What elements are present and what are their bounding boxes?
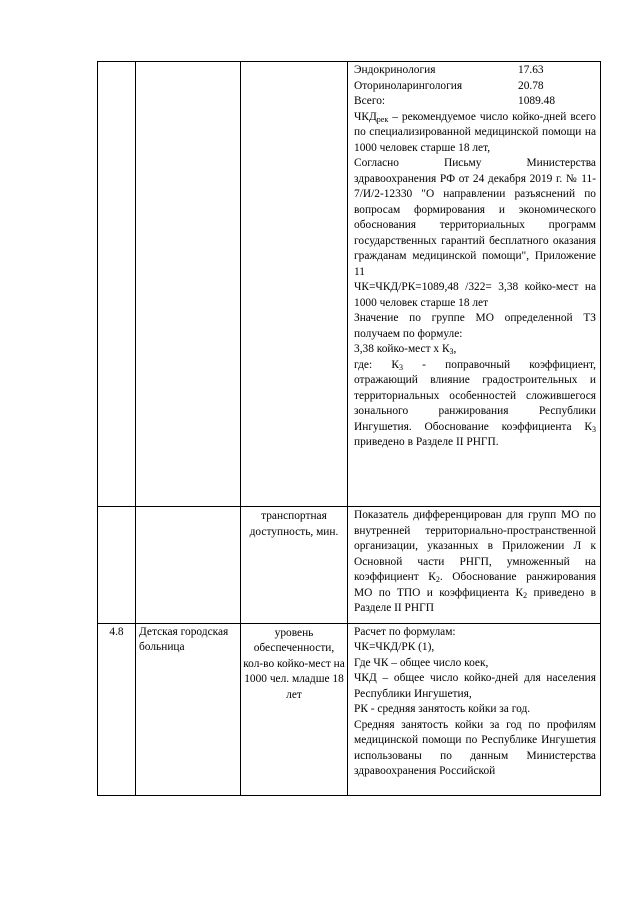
text-line: Средняя занятость койки за год по профилям медицинской помощи по Республике Ингушетия использованы по данным Министерства здравоохранения Российской [354,718,596,777]
formula-line: 3,38 койко-мест х $К_3$, [354,343,457,356]
table-row [98,62,601,507]
ckd-definition: $ЧКД_{рек}$ – рекомендуемое число койко-дней всего по специализированной медицинской помощи на 1000 человек старше 18 лет, [354,110,596,154]
spec-value: 20.78 [518,79,544,92]
calculation-cell [348,62,601,507]
text-line: ЧКД – общее число койко-дней для населения Республики Ингушетия, [354,672,596,700]
number-cell [98,62,136,507]
text-line: ЧК=ЧКД/РК (1), [354,641,435,653]
spec-row [354,94,596,110]
letter-reference: Согласно Письму Министерства здравоохранения РФ от 24 декабря 2019 г. № 11-7/И/2-12330 "О направлении разъяснений по вопросам формирования и экономического обоснования территориальных программ государственных гарантий бесплатного оказания гражданам медицинской помощи", Приложение 11 [354,157,596,278]
transport-explanation: Показатель дифференцирован для групп МО по внутренней территориально-пространственной организации, указанных в Приложении Л к Основной части РНГП, умноженный на коэффициент $К_2$. Обоснование ранжирования МО по ТПО и коэффициента $К_2$ приведено в Разделе II РНГП [354,509,597,614]
calculation-cell [348,623,601,795]
spec-name: Эндокринология [354,64,436,76]
number-cell [98,507,136,624]
text-line: Где ЧК – общее число коек, [354,656,489,669]
standards-table [97,61,601,796]
spec-value: 1089.48 [518,95,556,107]
facility-name-cell [136,507,241,624]
facility-name-cell [136,62,241,507]
spec-row [354,79,596,95]
spec-row [354,63,596,79]
spec-name: Оториноларингология [354,79,463,92]
text-line: Расчет по формулам: [354,625,456,638]
facility-name-cell: Детская городская больница [136,623,241,795]
indicator-cell: уровень обеспеченности, кол-во койко-мест на 1000 чел. младше 18 лет [241,623,348,795]
indicator-cell [241,62,348,507]
number-cell: 4.8 [98,623,136,795]
spec-value: 17.63 [518,64,544,76]
text-line: РК - средняя занятость койки за год. [354,703,531,715]
indicator-cell: транспортная доступность, мин. [241,507,348,624]
calculation-line: ЧК=ЧКД/РК=1089,48 /322= 3,38 койко-мест на 1000 человек старше 18 лет [354,281,596,309]
table-row [98,507,601,624]
coefficient-explanation: где: $К_3$ - поправочный коэффициент, отражающий влияние градостроительных и территориальных особенностей сложившегося зонального ранжирования Республики Ингушетия. Обоснование коэффициента $К_3$ приведено в Разделе II РНГП. [354,358,596,448]
calculation-cell [348,507,601,624]
table-row [98,623,601,795]
spec-name: Всего: [354,95,386,107]
formula-intro: Значение по группе МО определенной ТЗ получаем по формуле: [354,312,596,340]
